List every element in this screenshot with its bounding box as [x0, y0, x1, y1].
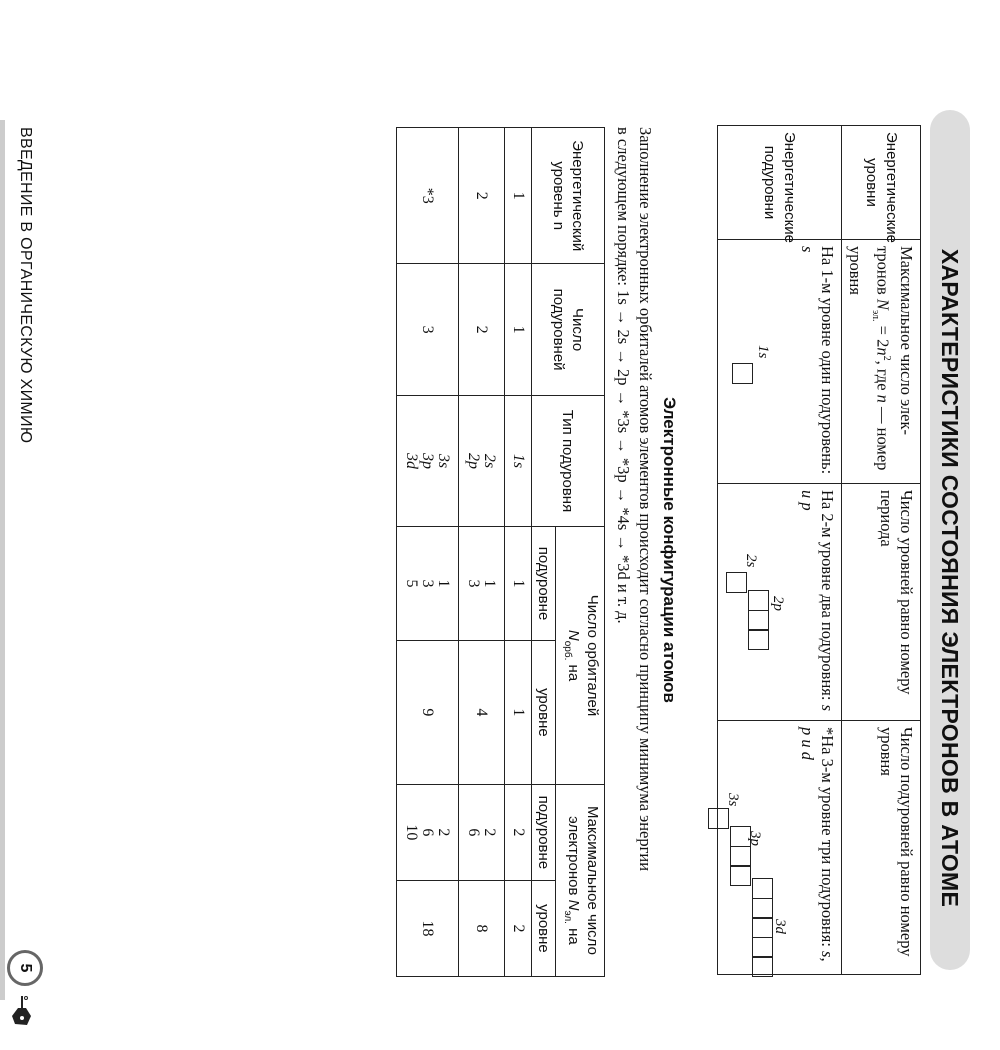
filling-order: 1s → 2s → 2p → *3s → *3p → *4s → *3d: [614, 290, 633, 580]
table-row: 2 2 2s 2p 1 3 4 2 6 8: [459, 128, 505, 977]
electron-configuration-table: [396, 127, 605, 977]
orbital-box: [752, 956, 773, 977]
col-level: Энергетический уровень n: [532, 128, 605, 264]
page-number: 5: [7, 950, 43, 986]
col-el-sublevel: подуровне: [532, 784, 556, 880]
section-subtitle: Электронные конфигурации атомов: [660, 397, 679, 703]
orbital-box: [730, 826, 751, 847]
orbital-box: [748, 629, 769, 650]
flask-icon: [9, 994, 35, 1028]
cell-levels-count: Число уровней равно номеру периода: [842, 484, 921, 721]
row-header-sublevels: Энергетические подуровни: [718, 126, 842, 240]
orbital-box: [752, 878, 773, 899]
col-el-level: уровне: [532, 880, 556, 976]
orbital-box: [752, 898, 773, 919]
col-orb-level: уровне: [532, 640, 556, 784]
page-sheet: [0, 50, 1000, 973]
cell-sublevels-count: Число подуровней равно номеру уровня: [842, 721, 921, 975]
cell-level-2: На 2-м уровне два подуровня: s и p 2s 2p: [718, 484, 842, 721]
orbital-box: [726, 572, 747, 593]
title-banner: [930, 110, 970, 970]
col-orbitals-group: Число орбиталей $N_{орб.}$ на: [556, 527, 605, 785]
orbital-box: [732, 363, 753, 384]
cell-max-electrons: Максимальное число электронов $N_{эл.} = 2n^2$, где n — номер уровня: [842, 240, 921, 484]
section-paragraph: [612, 127, 656, 997]
col-sublevel-count: Число подуровней: [532, 264, 605, 395]
page-title: ХАРАКТЕРИСТИКИ СОСТОЯНИЯ ЭЛЕКТРОНОВ В АТОМЕ: [937, 248, 963, 908]
cell-level-1: На 1-м уровне один подуровень: s 1s: [718, 240, 842, 484]
orbital-box: [748, 610, 769, 631]
orbital-box: [730, 865, 751, 886]
orbital-box: [708, 808, 729, 829]
table-header-row: [556, 128, 605, 977]
table-row: 1 1 1s 1 1 2 2: [505, 128, 532, 977]
orbital-box: [730, 846, 751, 867]
footer-title: ВВЕДЕНИЕ В ОРГАНИЧЕСКУЮ ХИМИЮ: [17, 127, 34, 444]
orbital-box: [752, 937, 773, 958]
paragraph-line: Заполнение электронных орбиталей атомов элементов происходит согласно принципу минимума энергии: [636, 127, 655, 872]
table-row: *3 3 3s 3p 3d 1 3 5 9 2 6 10 18: [397, 128, 459, 977]
col-orb-sublevel: подуровне: [532, 527, 556, 641]
col-sublevel-type: Тип подуровня: [532, 395, 605, 526]
orbital-box: [748, 590, 769, 611]
footer-bar: [0, 120, 5, 1000]
table-row: [842, 126, 921, 975]
table-row: [718, 126, 842, 975]
orbital-box: [752, 917, 773, 938]
row-header-levels: Энергетические уровни: [842, 126, 921, 240]
cell-level-3: *На 3-м уровне три подуровня: s, p и d 3s 3p 3d: [718, 721, 842, 975]
paragraph-line: в следующем порядке: 1s → 2s → 2p → *3s → *3p → *4s → *3d и т. д.: [614, 127, 633, 624]
col-electrons-group: Максимальное число электронов $N_{эл.}$ на: [556, 784, 605, 976]
characteristics-table: [717, 125, 921, 975]
